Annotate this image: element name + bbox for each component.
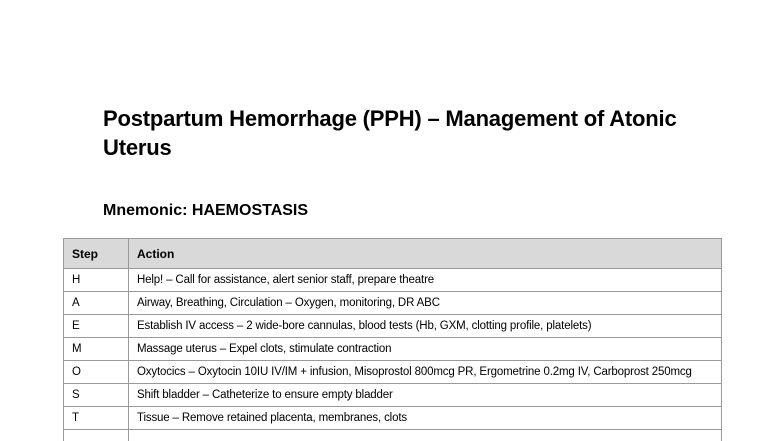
action-cell: Establish IV access – 2 wide-bore cannulas, blood tests (Hb, GXM, clotting profile, platelets) — [129, 315, 722, 338]
table-row — [64, 315, 722, 338]
step-cell: H — [64, 269, 129, 292]
step-cell: T — [64, 407, 129, 430]
action-cell: Airway, Breathing, Circulation – Oxygen, monitoring, DR ABC — [129, 292, 722, 315]
column-header-action: Action — [129, 239, 722, 269]
action-cell: Help! – Call for assistance, alert senior staff, prepare theatre — [129, 269, 722, 292]
table-row — [64, 407, 722, 430]
table-container — [63, 238, 784, 441]
step-cell — [64, 430, 129, 441]
section-title: Mnemonic: HAEMOSTASIS — [103, 202, 309, 219]
table-row — [64, 384, 722, 407]
action-cell: Shift bladder – Catheterize to ensure empty bladder — [129, 384, 722, 407]
mnemonic-table — [63, 238, 722, 441]
step-cell: A — [64, 292, 129, 315]
table-row — [64, 361, 722, 384]
step-cell: O — [64, 361, 129, 384]
column-header-step: Step — [64, 239, 129, 269]
table-row — [64, 338, 722, 361]
action-cell — [129, 430, 722, 441]
table-row — [64, 292, 722, 315]
action-cell: Massage uterus – Expel clots, stimulate contraction — [129, 338, 722, 361]
step-cell: M — [64, 338, 129, 361]
document-title: Postpartum Hemorrhage (PPH) – Management of Atonic Uterus — [103, 106, 677, 160]
step-cell: E — [64, 315, 129, 338]
table-row — [64, 430, 722, 441]
table-row — [64, 269, 722, 292]
table-header-row — [64, 239, 722, 269]
action-cell: Tissue – Remove retained placenta, membranes, clots — [129, 407, 722, 430]
step-cell: S — [64, 384, 129, 407]
action-cell: Oxytocics – Oxytocin 10IU IV/IM + infusion, Misoprostol 800mcg PR, Ergometrine 0.2mg IV, Carboprost 250mcg — [129, 361, 722, 384]
